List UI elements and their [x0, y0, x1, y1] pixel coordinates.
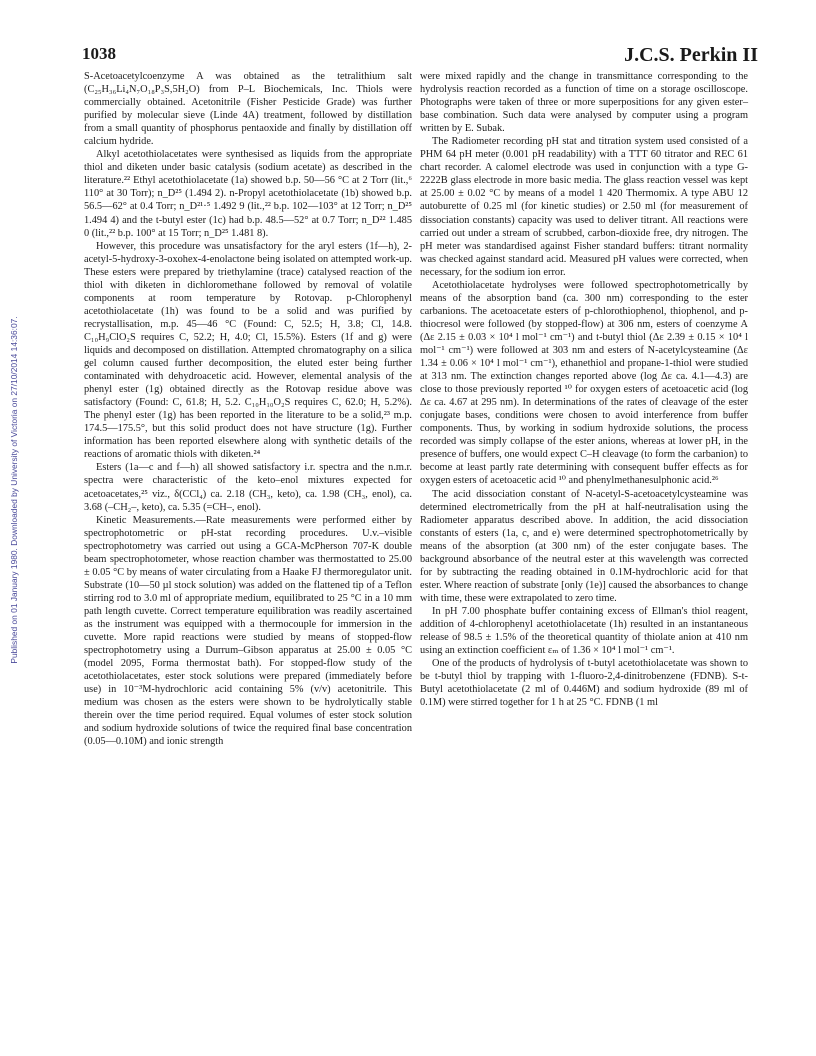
journal-title: J.C.S. Perkin II	[624, 44, 758, 66]
paragraph: Acetothiolacetate hydrolyses were followed spectrophotometrically by means of the absorption band (ca. 300 nm) corresponding to the ester carbanions. The acetoacetate esters of p-chlorothiophenol, thiophenol, and p-thiocresol were followed (by stopped-flow) at 306 nm, esters of coenzyme A (Δε 2.15 ± 0.03 × 10⁴ l mol⁻¹ cm⁻¹) and t-butyl thiol (Δε 2.39 ± 0.15 × 10⁴ l mol⁻¹ cm⁻¹) were followed at 303 nm and esters of N-acetylcysteamine (Δε 1.34 ± 0.06 × 10⁴ l mol⁻¹ cm⁻¹), ethanethiol and propane-1-thiol were studied at 313 nm. The extinction changes reported above (log Δε ca. 4.1—4.3) are close to those previously reported ¹⁰ for oxygen esters of acetoacetic acid (log Δε ca. 4.67 at 295 nm). In determinations of the rates of cleavage of the ester conjugate bases, conditions were chosen to avoid interference from buffer components. Thus, by working in sodium hydroxide solutions, the process recorded was simply collapse of the ester anions, whereas at lower pH, in the presence of buffers, one would expect C–H cleavage (to form the carbanion) to become at least partly rate determining with consequent buffer effects as for oxygen esters of acetoacetic acid ¹⁰ and phenylmethanesulphonic acid.²⁶	[420, 279, 748, 487]
paragraph: Esters (1a—c and f—h) all showed satisfactory i.r. spectra and the n.m.r. spectra were characteristic of the keto–enol mixtures expected for acetoacetates,²⁵ viz., δ(CCl₄) ca. 2.18 (CH₃, keto), ca. 1.98 (CH₃, enol), ca. 3.68 (–CH₂–, keto), ca. 5.35 (=CH–, enol).	[84, 462, 412, 513]
paragraph: The Radiometer recording pH stat and titration system used consisted of a PHM 64 pH meter (0.001 pH readability) with a TTT 60 titrator and REC 61 chart recorder. A calomel electrode was used in conjunction with a type G-2222B glass electrode in more basic media. The glass reaction vessel was kept at 25.00 ± 0.02 °C by means of a model 1 420 Thermomix. A type ABU 12 autoburette of 0.25 ml (for kinetic studies) or 2.50 ml (for measurement of dissociation constants) capacity was used to deliver titrant. All reactions were carried out under a stream of scrubbed, carbon-dioxide free, dry nitrogen. The pH meter was standardised against Fisher standard buffers: titrant normality was checked against standard acid. Measured pH values were corrected, when necessary, for the sodium ion error.	[420, 136, 748, 278]
paragraph: Alkyl acetothiolacetates were synthesised as liquids from the appropriate thiol and diketen under basic catalysis (sodium acetate) as described in the literature.²² Ethyl acetothiolacetate (1a) showed b.p. 50—56 °C at 2 Torr (lit.,⁶ 110° at 30 Torr); n_D²⁵ (1.494 2). n-Propyl acetothiolacetate (1b) showed b.p. 56.5—62° at 0.4 Torr; n_D²¹·⁵ 1.492 9 (lit.,²² b.p. 102—103° at 12 Torr; n_D²⁵ 1.494 4) and the t-butyl ester (1c) had b.p. 48.5—52° at 0.7 Torr; n_D²² 1.485 0 (lit.,²² b.p. 100° at 15 Torr; n_D²⁵ 1.481 8).	[84, 149, 412, 239]
paragraph: The acid dissociation constant of N-acetyl-S-acetoacetylcysteamine was determined electrometrically from the pH at half-neutralisation using the Radiometer apparatus described above. In addition, the acid dissociation constants of esters (1a, c, and e) were determined spectrophotometrically by means of the absorption (at 300 nm) of the ester conjugate bases. The background absorbance of the neutral ester at this wavelength was corrected for by subtracting the reading obtained in 0.1M-hydrochloric acid for that ester. Where reaction of substrate [only (1e)] caused the absorbances to change with time, these were extrapolated to zero time.	[420, 488, 748, 604]
paragraph: However, this procedure was unsatisfactory for the aryl esters (1f—h), 2-acetyl-5-hydroxy-3-oxohex-4-enolactone being isolated on attempted work-up. These esters were prepared by triethylamine (trace) catalysed reaction of the thiol with diketen in dichloromethane followed by removal of volatile components at room temperature by Rotovap. p-Chlorophenyl acetothiolacetate (1h) was found to be a solid and was purified by recrystallisation, m.p. 45—46 °C (Found: C, 52.5; H, 3.8; Cl, 14.8. C₁₀H₉ClO₂S requires C, 52.2; H, 4.0; Cl, 15.5%). Esters (1f and g) were liquids and decomposed on distillation. Attempted chromatography on a silica gel column caused further decomposition, the eluted ester being further contaminated with dehydroacetic acid. However, elemental analysis of the phenyl ester (1g) obtained directly as the Rotovap residue above was satisfactory (Found: C, 61.8; H, 5.2. C₁₀H₁₀O₂S requires C, 62.0; H, 5.2%). The phenyl ester (1g) has been reported in the literature to be a solid,²³ m.p. 174.5—175.5°, but this solid product does not have structure (1g). Further information has been reported elsewhere along with synthetic details of the reactions of aromatic thiols with diketen.²⁴	[84, 240, 412, 461]
paragraph: S-Acetoacetylcoenzyme A was obtained as the tetralithium salt (C₂₅H₃₆Li₄N₇O₁₈P₃S,5H₂O) from P–L Biochemicals, Inc. Thiols were commercially obtained. Acetonitrile (Fisher Pesticide Grade) was further purified by molecular sieve (Linde 4A) treatment, followed by distillation from a small quantity of phosphorus pentaoxide and finally by distillation off calcium hydride.	[84, 71, 412, 148]
right-column	[420, 70, 748, 709]
download-watermark[interactable]	[8, 300, 20, 680]
paragraph: were mixed rapidly and the change in transmittance corresponding to the hydrolysis reaction recorded as a function of time on a storage oscilloscope. Photographs were taken of three or more superpositions for any given ester–base combination. Such data were analysed by computer using a program written by E. Subak.	[420, 71, 748, 135]
paragraph: Kinetic Measurements.—Rate measurements were performed either by spectrophotometric or pH-stat recording procedures. U.v.–visible spectrophotometry was carried out using a GCA-McPherson 707-K double beam spectrophotometer, whose reaction chamber was thermostatted to 25.00 ± 0.05 °C by means of water circulating from a Haake FJ thermoregulator unit. Substrate (10—50 µl stock solution) was added on the flattened tip of a Teflon stirring rod to 3.0 ml of appropriate medium, equilibrated to 25 °C in a 10 mm path length cuvette. Correct temperature equilibration was readily ascertained as the instrument was equipped with a thermocouple for immersion in the cuvette. More rapid reactions were studied by means of stopped-flow spectrophotometry using a Durrum–Gibson apparatus at 25.00 ± 0.05 °C (model 2095, Forma thermostat bath). For stopped-flow study of the acetothiolacetates, ester stock solutions were prepared (immediately before use) in 10⁻³M-hydrochloric acid containing 5% (v/v) acetonitrile. This medium was chosen as the esters were shown to be hydrolytically stable therein over the time period required. Equal volumes of ester stock solution and sodium hydroxide solutions of twice the required final base concentration (0.05—0.10M) and ionic strength	[84, 514, 412, 748]
left-column	[84, 70, 412, 748]
paragraph: One of the products of hydrolysis of t-butyl acetothiolacetate was shown to be t-butyl thiol by trapping with 1-fluoro-2,4-dinitrobenzene (FDNB). S-t-Butyl acetothiolacetate (2 ml of 0.446M) and sodium hydroxide (89 ml of 0.1M) were stirred together for 1 h at 25 °C. FDNB (1 ml	[420, 658, 748, 709]
paragraph: In pH 7.00 phosphate buffer containing excess of Ellman's thiol reagent, addition of 4-chlorophenyl acetothiolacetate (1h) resulted in an instantaneous release of 98.5 ± 1.5% of the theoretical quantity of thiolate anion at 410 nm using an extinction coefficient εₘ of 1.36 × 10⁴ l mol⁻¹ cm⁻¹.	[420, 605, 748, 657]
download-watermark-text: Published on 01 January 1980. Downloaded by University of Victoria on 27/10/2014 14:36:07.	[9, 316, 19, 664]
page-number: 1038	[82, 44, 116, 63]
